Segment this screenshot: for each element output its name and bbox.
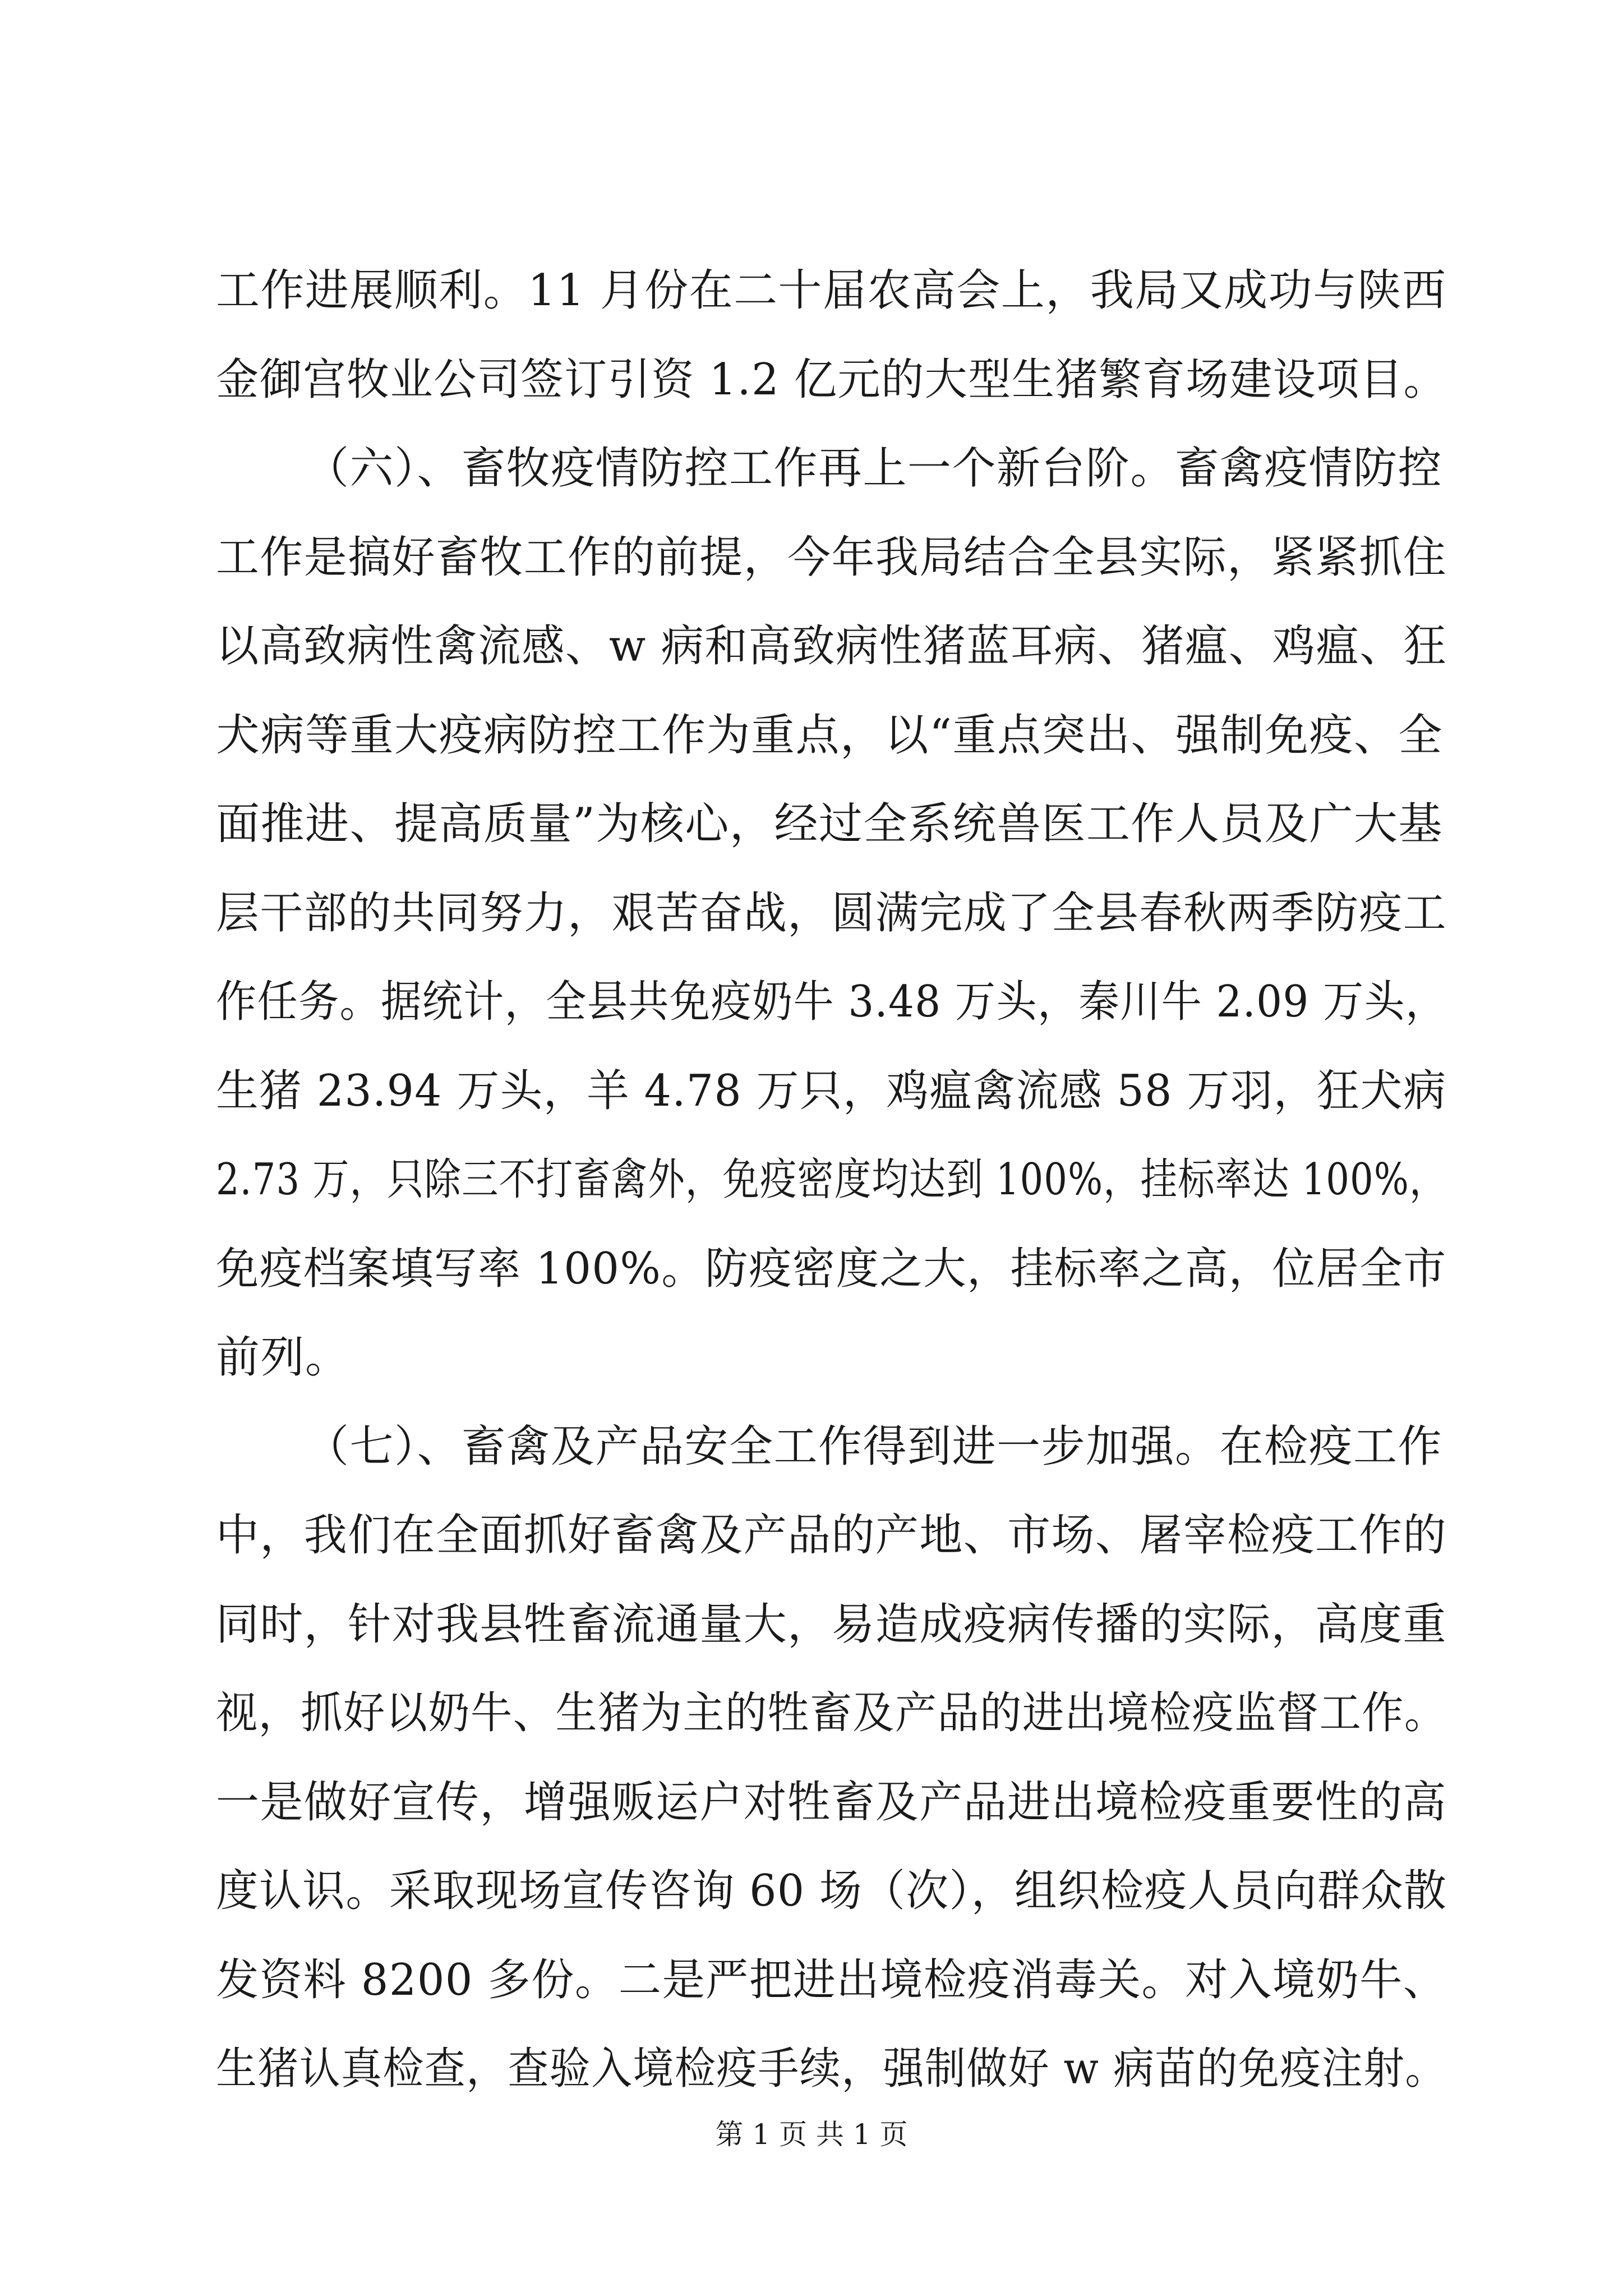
- text-line: 面推进、提高质量”为核心，经过全系统兽医工作人员及广大基: [216, 799, 1443, 849]
- text-line: 犬病等重大疫病防控工作为重点，以“重点突出、强制免疫、全: [216, 710, 1443, 761]
- text-line: （六）、畜牧疫情防控工作再上一个新台阶。畜禽疫情防控: [305, 443, 1443, 494]
- text-line: 同时，针对我县牲畜流通量大，易造成疫病传播的实际，高度重: [216, 1599, 1447, 1650]
- text-line: 度认识。采取现场宣传咨询 60 场（次），组织检疫人员向群众散: [216, 1866, 1447, 1916]
- text-line: 作任务。据统计，全县共免疫奶牛 3.48 万头，秦川牛 2.09 万头，: [216, 977, 1447, 1027]
- text-line: 工作是搞好畜牧工作的前提，今年我局结合全县实际，紧紧抓住: [216, 532, 1447, 583]
- text-line: 免疫档案填写率 100%。防疫密度之大，挂标率之高，位居全市: [216, 1243, 1447, 1294]
- text-line: 2.73 万，只除三不打畜禽外，免疫密度均达到 100%，挂标率达 100%，: [216, 1154, 1447, 1205]
- text-line: 以高致病性禽流感、w 病和高致病性猪蓝耳病、猪瘟、鸡瘟、狂: [216, 621, 1447, 671]
- page-footer: 第 1 页 共 1 页: [715, 2118, 908, 2151]
- text-line: 生猪 23.94 万头，羊 4.78 万只，鸡瘟禽流感 58 万羽，狂犬病: [216, 1065, 1447, 1116]
- text-line: 层干部的共同努力，艰苦奋战，圆满完成了全县春秋两季防疫工: [216, 887, 1447, 938]
- text-line: 前列。: [216, 1332, 350, 1383]
- text-line: 一是做好宣传，增强贩运户对牲畜及产品进出境检疫重要性的高: [216, 1777, 1447, 1828]
- text-line: 生猪认真检查，查验入境检疫手续，强制做好 w 病苗的免疫注射。: [216, 2044, 1447, 2094]
- text-line: 工作进展顺利。11 月份在二十届农高会上，我局又成功与陕西: [216, 265, 1447, 316]
- text-line: 视，抓好以奶牛、生猪为主的牲畜及产品的进出境检疫监督工作。: [216, 1688, 1447, 1738]
- text-line: 中，我们在全面抓好畜禽及产品的产地、市场、屠宰检疫工作的: [216, 1510, 1447, 1561]
- text-line: 金御宫牧业公司签订引资 1.2 亿元的大型生猪繁育场建设项目。: [216, 354, 1447, 405]
- text-line: （七）、畜禽及产品安全工作得到进一步加强。在检疫工作: [305, 1421, 1443, 1472]
- text-line: 发资料 8200 多份。二是严把进出境检疫消毒关。对入境奶牛、: [216, 1954, 1447, 2005]
